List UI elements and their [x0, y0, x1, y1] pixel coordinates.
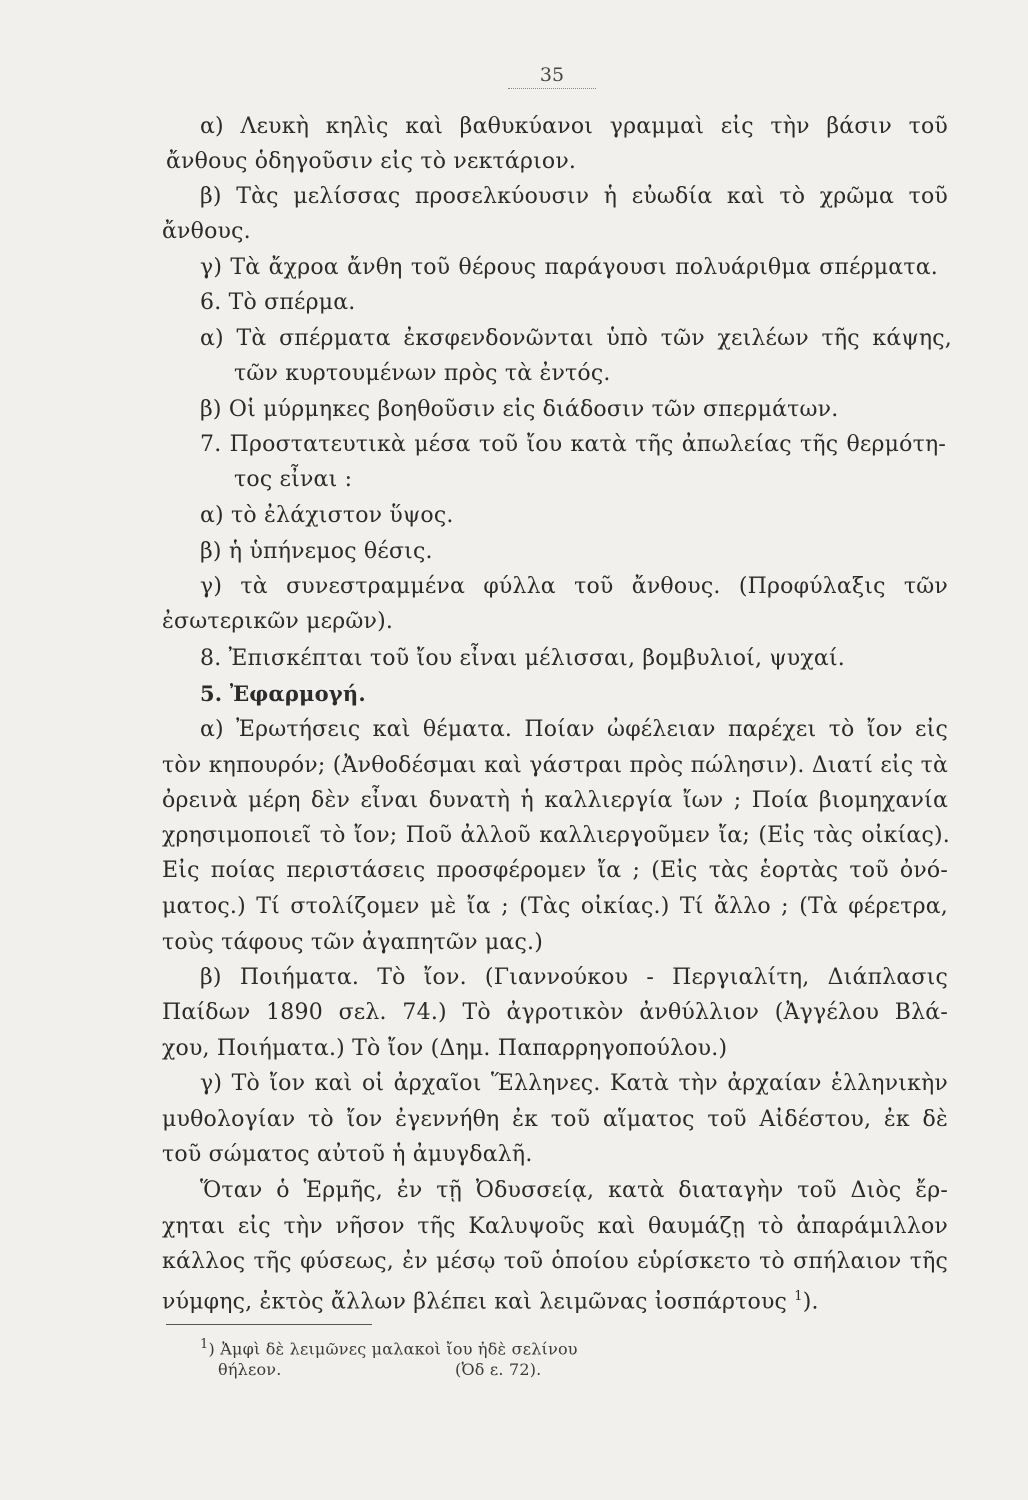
text-line: γ) τὰ συνεστραμμένα φύλλα τοῦ ἄνθους. (Προφύλαξις τῶν — [200, 574, 948, 599]
text-line: τοῦ σώματος αὐτοῦ ἡ ἀμυγδαλῆ. — [162, 1142, 533, 1167]
text-line: Ὅταν ὁ Ἑρμῆς, ἐν τῇ Ὀδυσσείᾳ, κατὰ διαταγὴν τοῦ Διὸς ἔρ- — [200, 1178, 948, 1203]
text-line: α) Λευκὴ κηλὶς καὶ βαθυκύανοι γραμμαὶ εἰς τὴν βάσιν τοῦ — [200, 114, 948, 139]
text-line — [162, 1282, 819, 1317]
footnote-line — [200, 1334, 578, 1360]
text-line: 7. Προστατευτικὰ μέσα τοῦ ἴου κατὰ τῆς ἀπωλείας τῆς θερμότη- — [200, 432, 946, 457]
text-line: ὀρεινὰ μέρη δὲν εἶναι δυνατὴ ἡ καλλιεργία ἴων ; Ποία βιομηχανία — [162, 788, 948, 813]
footnote-ref: 1 — [794, 1289, 803, 1304]
text-line: τῶν κυρτουμένων πρὸς τὰ ἐντός. — [234, 361, 611, 386]
text-line: χρησιμοποιεῖ τὸ ἴον; Ποῦ ἀλλοῦ καλλιεργοῦμεν ἴα; (Εἰς τὰς οἰκίας). — [162, 823, 950, 848]
text-line: χηται εἰς τὴν νῆσον τῆς Καλυψοῦς καὶ θαυμάζῃ τὸ ἀπαράμιλλον — [162, 1214, 948, 1239]
text-line-content: νύμφης, ἐκτὸς ἄλλων βλέπει καὶ λειμῶνας ἰοσπάρτους — [162, 1289, 788, 1315]
text-line: γ) Τὸ ἴον καὶ οἱ ἀρχαῖοι Ἕλληνες. Κατὰ τὴν ἀρχαίαν ἑλληνικὴν — [200, 1071, 948, 1096]
text-line: β) Τὰς μελίσσας προσελκύουσιν ἡ εὐωδία καὶ τὸ χρῶμα τοῦ — [200, 184, 948, 209]
text-line: Εἰς ποίας περιστάσεις προσφέρομεν ἴα ; (Εἰς τὰς ἑορτὰς τοῦ ὀνό- — [162, 858, 948, 883]
text-line: τος εἶναι : — [234, 467, 353, 492]
footnote-line: θήλεον. — [218, 1360, 282, 1379]
footnote-marker: 1 — [200, 1337, 209, 1352]
text-line: ματος.) Τί στολίζομεν μὲ ἴα ; (Τὰς οἰκίας.) Τί ἄλλο ; (Τὰ φέρετρα, — [162, 894, 948, 919]
section-heading: 5. Ἐφαρμογή. — [200, 681, 366, 706]
footnote-citation: (Ὀδ ε. 72). — [455, 1360, 542, 1379]
text-line: ἄνθους ὁδηγοῦσιν εἰς τὸ νεκτάριον. — [166, 149, 577, 174]
text-line: α) Ἐρωτήσεις καὶ θέματα. Ποίαν ὠφέλειαν παρέχει τὸ ἴον εἰς — [200, 717, 948, 742]
text-line: Παίδων 1890 σελ. 74.) Τὸ ἀγροτικὸν ἀνθύλλιον (Ἀγγέλου Βλά- — [162, 1000, 948, 1025]
text-line: γ) Τὰ ἄχροα ἄνθη τοῦ θέρους παράγουσι πολυάριθμα σπέρματα. — [200, 255, 938, 280]
text-line: κάλλος τῆς φύσεως, ἐν μέσῳ τοῦ ὁποίου εὑρίσκετο τὸ σπήλαιον τῆς — [162, 1249, 948, 1274]
text-line: τοὺς τάφους τῶν ἀγαπητῶν μας.) — [162, 930, 543, 955]
footnote-rule — [166, 1324, 372, 1325]
text-line: τὸν κηπουρόν; (Ἀνθοδέσμαι καὶ γάστραι πρὸς πώλησιν). Διατί εἰς τὰ — [162, 753, 948, 778]
text-line: μυθολογίαν τὸ ἴον ἐγεννήθη ἐκ τοῦ αἵματος τοῦ Αἰδέστου, ἐκ δὲ — [162, 1107, 948, 1132]
text-line: β) ἡ ὑπήνεμος θέσις. — [200, 539, 433, 564]
text-line: ἄνθους. — [162, 219, 251, 244]
text-line: β) Οἱ μύρμηκες βοηθοῦσιν εἰς διάδοσιν τῶν σπερμάτων. — [200, 397, 839, 422]
footnote-text: ) Ἀμφὶ δὲ λειμῶνες μαλακοὶ ἴου ἠδὲ σελίνου — [208, 1339, 578, 1359]
text-line: β) Ποιήματα. Τὸ ἴον. (Γιαννούκου - Περγιαλίτη, Διάπλασις — [200, 965, 948, 990]
text-line: 6. Τὸ σπέρμα. — [200, 290, 356, 315]
text-line: α) τὸ ἐλάχιστον ὕψος. — [200, 503, 454, 528]
footnote-ref-close: ). — [802, 1289, 819, 1315]
text-line: χου, Ποιήματα.) Τὸ ἴον (Δημ. Παπαρρηγοπούλου.) — [162, 1036, 728, 1061]
text-line: 8. Ἐπισκέπται τοῦ ἴου εἶναι μέλισσαι, βομβυλιοί, ψυχαί. — [200, 646, 845, 671]
text-line: ἐσωτερικῶν μερῶν). — [162, 609, 394, 634]
text-line: α) Τὰ σπέρματα ἐκσφενδονῶνται ὑπὸ τῶν χειλέων τῆς κάψης, — [200, 326, 952, 351]
page-number: 35 — [508, 64, 596, 89]
